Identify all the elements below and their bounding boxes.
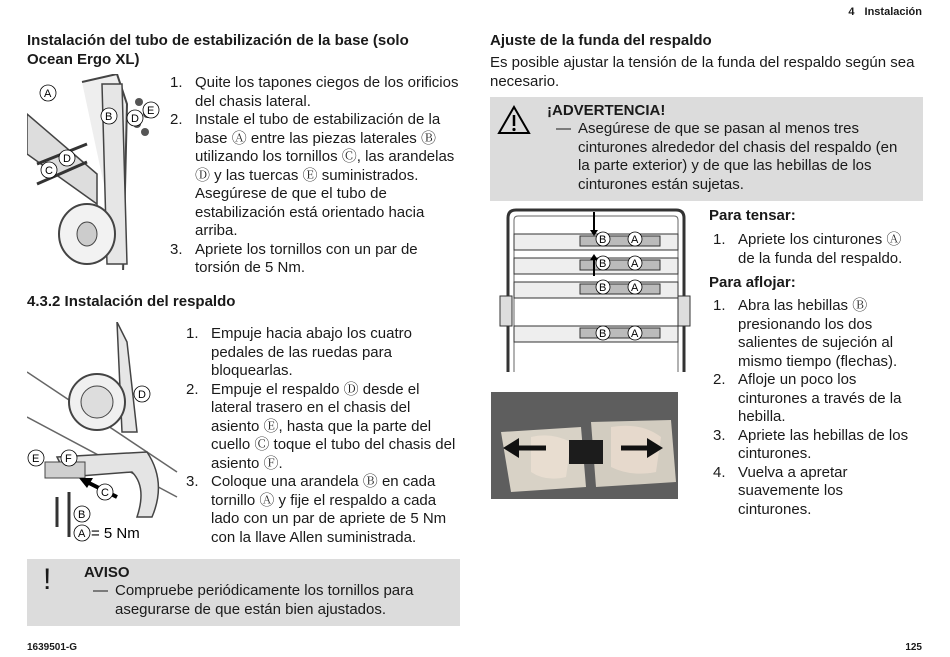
chapter-number: 4	[848, 6, 855, 18]
list-item: 1. Apriete los cinturones Ⓐ de la funda del respaldo.	[713, 231, 903, 267]
callout-a: A	[631, 258, 639, 270]
running-header	[838, 6, 922, 18]
cover-intro: Es posible ajustar la tensión de la funda del respaldo según sea necesario.	[490, 54, 915, 90]
tighten-steps	[713, 231, 918, 268]
page-number: 125	[905, 642, 922, 653]
callout-a: A	[631, 234, 639, 246]
callout-a: A	[78, 528, 86, 540]
callout-c: C	[45, 165, 53, 177]
callout-b: B	[599, 328, 607, 340]
callout-f: F	[65, 453, 72, 465]
callout-b: B	[78, 509, 86, 521]
loosen-steps	[713, 297, 918, 519]
section-title-cover: Ajuste de la funda del respaldo	[490, 32, 712, 49]
callout-b: B	[105, 111, 113, 123]
warning-box	[490, 97, 923, 201]
notice-dash: —	[93, 582, 108, 599]
warning-triangle-icon	[497, 105, 531, 135]
list-item: 2. Empuje el respaldo Ⓓ desde el lateral trasero en el chasis del asiento Ⓔ, hasta que la parte del cuello Ⓒ toque el tubo del chasis del asiento Ⓕ.	[186, 380, 456, 472]
callout-c: C	[101, 487, 109, 499]
list-item: 3. Coloque una arandela Ⓑ en cada tornillo Ⓐ y fije el respaldo a cada lado con un par de apriete de 5 Nm con la llave Allen suministrada.	[186, 473, 447, 546]
list-item: 3. Apriete las hebillas de los cinturones.	[713, 426, 909, 462]
notice-box	[27, 559, 460, 626]
section-title-stabilizer: Instalación del tubo de estabilización de la base (solo Ocean Ergo XL)	[27, 32, 409, 68]
warning-text: Asegúrese de que se pasan al menos tres cinturones alrededor del chasis del respaldo (en la parte exterior) y de que las hebillas de los cinturones están sujetas.	[578, 120, 898, 193]
callout-d: D	[138, 389, 146, 401]
callout-d: D	[63, 153, 71, 165]
notice-title: AVISO	[84, 564, 130, 581]
warning-dash: —	[556, 120, 571, 137]
section-title-backrest: 4.3.2 Instalación del respaldo	[27, 293, 236, 310]
list-item: 2. Instale el tubo de estabilización de la base Ⓐ entre las piezas laterales Ⓑ utilizando los tornillos Ⓒ, las arandelas Ⓓ y las tuercas Ⓔ suministrados. Asegúrese de que el tubo de estabilización está orientado hacia arriba.	[170, 111, 455, 239]
callout-e: E	[32, 453, 40, 465]
document-id: 1639501-G	[27, 642, 78, 653]
callout-d2: D	[131, 113, 139, 125]
list-item: 2. Afloje un poco los cinturones a través de la hebilla.	[713, 371, 902, 425]
callout-b: B	[599, 282, 607, 294]
tighten-title: Para tensar:	[709, 207, 796, 224]
callout-a: A	[631, 282, 639, 294]
warning-title: ¡ADVERTENCIA!	[547, 102, 666, 119]
list-item: 3. Apriete los tornillos con un par de torsión de 5 Nm.	[170, 240, 418, 276]
list-item: 4. Vuelva a apretar suavemente los cinturones.	[713, 463, 848, 518]
callout-b: B	[599, 258, 607, 270]
list-item: 1. Quite los tapones ciegos de los orificios del chasis lateral.	[170, 74, 459, 110]
callout-a: A	[631, 328, 639, 340]
photo-buckle-release	[491, 392, 678, 499]
list-item: 1. Abra las hebillas Ⓑ presionando los dos salientes de sujeción al mismo tiempo (flechas).	[713, 297, 898, 370]
stabilizer-steps	[170, 74, 460, 278]
figure-backrest-install	[27, 322, 182, 544]
callout-e: E	[147, 105, 155, 117]
figure-backrest-belts	[490, 206, 700, 372]
torque-label: = 5 Nm	[91, 525, 140, 542]
chapter-title: Instalación	[864, 6, 922, 18]
figure-stabilizer-tube	[27, 74, 163, 270]
notice-text: Compruebe periódicamente los tornillos para asegurarse de que están bien ajustados.	[115, 582, 414, 618]
backrest-steps	[186, 325, 458, 547]
callout-b: B	[599, 234, 607, 246]
callout-a: A	[44, 88, 52, 100]
notice-symbol: !	[43, 563, 52, 596]
loosen-title: Para aflojar:	[709, 274, 796, 291]
list-item: 1. Empuje hacia abajo los cuatro pedales de las ruedas para bloquearlas.	[186, 325, 412, 379]
